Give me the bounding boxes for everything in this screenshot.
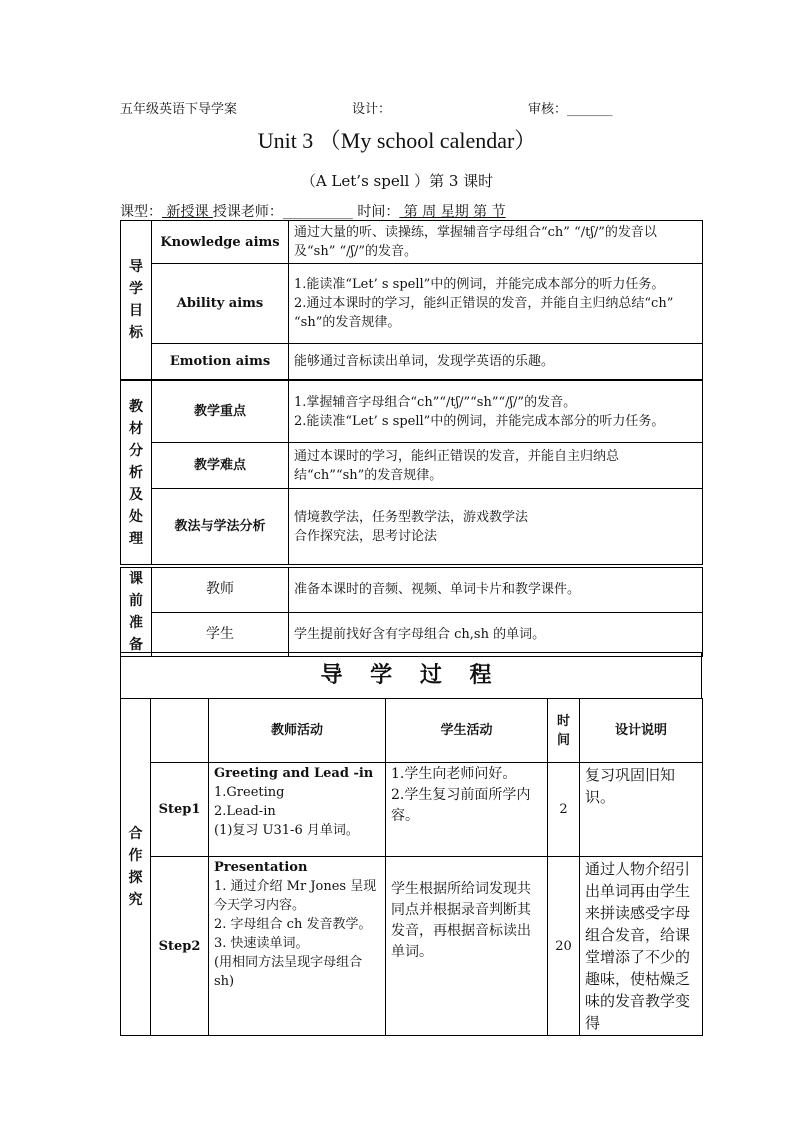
goals-section: 导学目标 — [121, 221, 152, 380]
step1-student-2: 2.学生复习前面所学内容。 — [391, 787, 531, 824]
header-design: 设计： — [352, 102, 392, 117]
step2-t4: (用相同方法呈现字母组合 sh) — [214, 955, 363, 989]
step2-t3: 3. 快速读单词。 — [214, 936, 309, 951]
ability-cell — [289, 264, 703, 344]
step1-t2: 2.Lead-in — [214, 804, 276, 819]
prep-student-label: 学生 — [152, 612, 289, 657]
step2-label: Step2 — [151, 857, 209, 1036]
page-subtitle: （A Let’s spell ）第 3 课时 — [300, 172, 494, 190]
time-value: 第 周 星期 第 节 — [399, 204, 506, 220]
difficult-label: 教学难点 — [152, 443, 289, 489]
header-grade: 五年级英语下导学案 — [120, 102, 238, 117]
ability-label: Ability aims — [152, 264, 289, 344]
type-label: 课型： — [120, 204, 162, 220]
knowledge-label: Knowledge aims — [152, 221, 289, 264]
col-time: 时间 — [548, 699, 580, 763]
step1-student-1: 1.学生向老师问好。 — [391, 766, 517, 782]
time-label: 时间： — [352, 204, 400, 220]
step2-teacher-cell — [209, 857, 386, 1036]
method-text-2: 合作探究法，思考讨论法 — [294, 528, 438, 544]
step1-heading: Greeting and Lead -in — [214, 766, 374, 781]
step2-heading: Presentation — [214, 860, 308, 875]
process-section: 合作探究 — [121, 699, 151, 1036]
key-text-2: 2.能读准“Let’ s spell”中的例词，并能完成本部分的听力任务。 — [294, 413, 665, 429]
step2-student: 学生根据所给词发现共同点并根据录音判断其发音，再根据音标读出单词。 — [386, 857, 548, 1036]
col-teacher: 教师活动 — [209, 699, 386, 763]
ability-text-2: 2.通过本课时的学习，能纠正错误的发音，并能自主归纳总结“ch” “sh”的发音规律。 — [294, 296, 674, 330]
header-review: 审核：_______ — [528, 102, 613, 117]
teacher-label: 授课老师： — [212, 204, 283, 220]
teacher-value: __________ — [282, 204, 353, 220]
step1-student-cell — [386, 763, 548, 857]
process-title-table — [120, 652, 702, 699]
step1-label: Step1 — [151, 763, 209, 857]
step1-teacher-cell — [209, 763, 386, 857]
step2-t1: 1. 通过介绍 Mr Jones 呈现今天学习内容。 — [214, 879, 377, 913]
analysis-section: 教材分析及处理 — [121, 381, 152, 565]
key-text-1: 1.掌握辅音字母组合“ch”“/tʃ/”“sh”“/ʃ/”的发音。 — [294, 394, 577, 410]
prep-section: 课前准备 — [121, 568, 152, 657]
type-value: 新授课 — [162, 204, 213, 220]
lesson-meta — [120, 201, 506, 221]
step2-design: 通过人物介绍引出单词再由学生来拼读感受字母组合发音，给课堂增添了不少的趣味，使枯燥乏味的发音教学变得 — [580, 857, 703, 1036]
page-title: Unit 3 （My school calendar） — [257, 128, 537, 153]
method-label: 教法与学法分析 — [152, 489, 289, 565]
step1-t1: 1.Greeting — [214, 785, 285, 800]
process-title: 导 学 过 程 — [121, 653, 702, 699]
step1-design: 复习巩固旧知识。 — [580, 763, 703, 857]
step1-t3: (1)复习 U31-6 月单词。 — [214, 823, 359, 838]
method-text-1: 情境教学法，任务型教学法，游戏教学法 — [294, 509, 529, 525]
step2-time: 20 — [548, 857, 580, 1036]
col-student: 学生活动 — [386, 699, 548, 763]
process-table — [120, 698, 703, 1036]
prep-table — [120, 567, 703, 657]
prep-teacher-text: 准备本课时的音频、视频、单词卡片和教学课件。 — [289, 568, 703, 613]
method-cell — [289, 489, 703, 565]
key-label: 教学重点 — [152, 381, 289, 443]
prep-student-text: 学生提前找好含有字母组合 ch,sh 的单词。 — [289, 612, 703, 657]
prep-teacher-label: 教师 — [152, 568, 289, 613]
key-cell — [289, 381, 703, 443]
knowledge-text: 通过大量的听、读操练，掌握辅音字母组合“ch” “/tʃ/”的发音以及“sh” “/ʃ/”的发音。 — [289, 221, 703, 264]
step1-time: 2 — [548, 763, 580, 857]
col-design: 设计说明 — [580, 699, 703, 763]
emotion-text: 能够通过音标读出单词，发现学英语的乐趣。 — [289, 344, 703, 380]
ability-text-1: 1.能读准“Let’ s spell”中的例词，并能完成本部分的听力任务。 — [294, 277, 665, 292]
difficult-text: 通过本课时的学习，能纠正错误的发音，并能自主归纳总结“ch”“sh”的发音规律。 — [289, 443, 703, 489]
goals-table — [120, 220, 703, 380]
step2-t2: 2. 字母组合 ch 发音教学。 — [214, 917, 372, 932]
header-blank — [151, 699, 209, 763]
analysis-table — [120, 380, 703, 565]
emotion-label: Emotion aims — [152, 344, 289, 380]
